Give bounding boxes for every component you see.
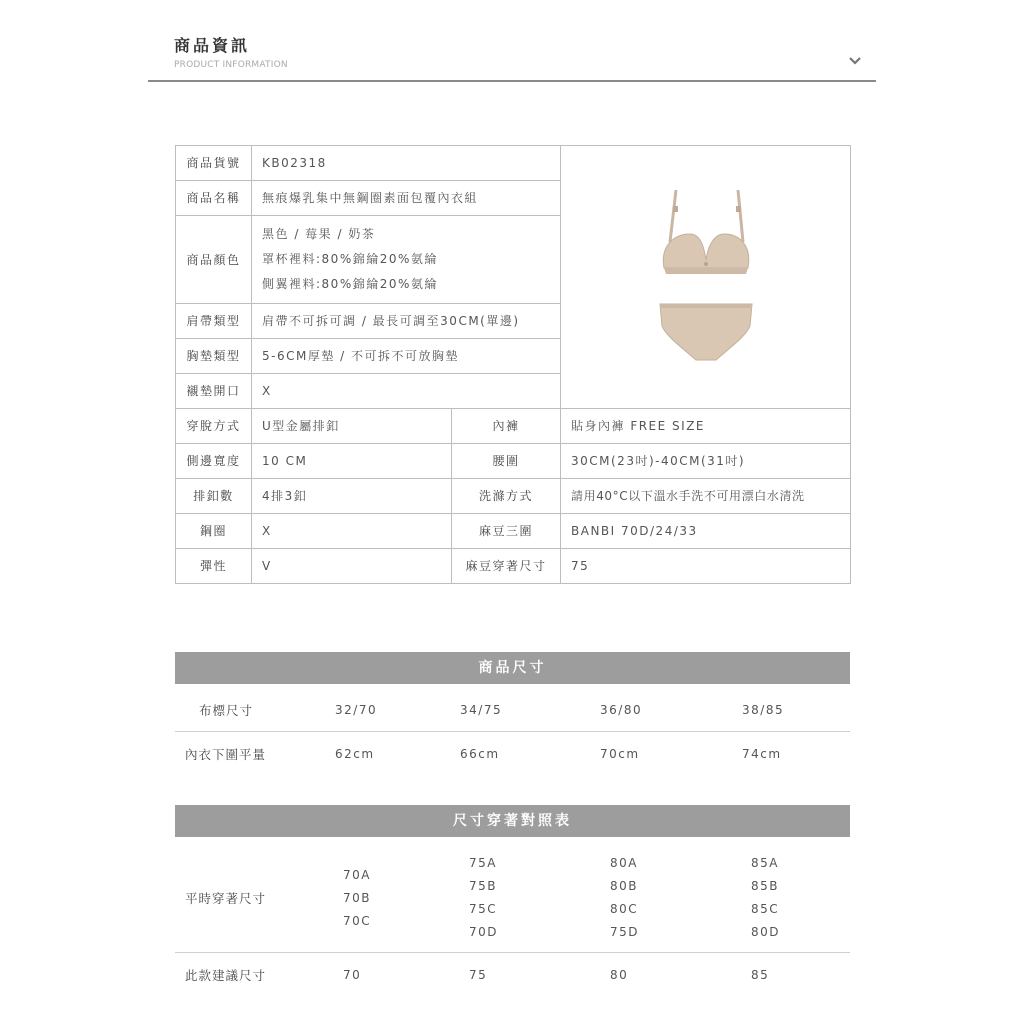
usual-size: 70C: [343, 913, 372, 928]
section-subtitle: PRODUCT INFORMATION: [174, 60, 288, 70]
elastic-label: 彈性: [176, 549, 252, 584]
waist-label: 腰圍: [452, 444, 561, 479]
wear-value: U型金屬排釦: [252, 409, 452, 444]
strap-value: 肩帶不可拆可調 / 最長可調至30CM(單邊): [252, 304, 561, 339]
product-image: [646, 176, 766, 376]
hooks-label: 排釦數: [176, 479, 252, 514]
panty-label: 內褲: [452, 409, 561, 444]
underbust-value: 66cm: [460, 747, 500, 762]
usual-size-label: 平時穿著尺寸: [175, 845, 343, 952]
color-label: 商品顏色: [176, 216, 252, 304]
wing-material: 側翼裡料:80%錦綸20%氨綸: [262, 277, 438, 291]
usual-size: 80D: [751, 925, 781, 940]
side-value: 10 CM: [252, 444, 452, 479]
model-label: 麻豆三圍: [452, 514, 561, 549]
section-title: 商品資訊: [174, 36, 251, 55]
usual-size: 75A: [469, 856, 497, 871]
wash-value: 請用40°C以下溫水手洗不可用漂白水清洗: [561, 479, 851, 514]
tag-size: 34/75: [460, 689, 600, 731]
underbust-value: 74cm: [742, 747, 782, 762]
tag-size: 36/80: [600, 689, 742, 731]
model-value: BANBI 70D/24/33: [561, 514, 851, 549]
pad-value: 5-6CM厚墊 / 不可拆不可放胸墊: [252, 339, 561, 374]
waist-value: 30CM(23吋)-40CM(31吋): [561, 444, 851, 479]
item-no-label: 商品貨號: [176, 146, 252, 181]
underbust-value: 62cm: [335, 747, 375, 762]
wire-value: X: [252, 514, 452, 549]
usual-size: 85B: [751, 879, 780, 894]
panty-value: 貼身內褲 FREE SIZE: [561, 409, 851, 444]
tag-size: 38/85: [742, 689, 850, 731]
chevron-down-icon[interactable]: [848, 54, 862, 68]
usual-size-cell: [469, 845, 610, 952]
usual-size: 80C: [610, 902, 639, 917]
usual-size-cell: [610, 845, 751, 952]
strap-label: 肩帶類型: [176, 304, 252, 339]
wash-label: 洗滌方式: [452, 479, 561, 514]
section-header[interactable]: [148, 30, 876, 82]
usual-size: 80B: [610, 879, 639, 894]
elastic-value: V: [252, 549, 452, 584]
item-no-value: KB02318: [252, 146, 561, 181]
usual-size-cell: [751, 845, 850, 952]
product-size-table: [175, 689, 850, 777]
name-label: 商品名稱: [176, 181, 252, 216]
wire-label: 鋼圈: [176, 514, 252, 549]
suggest-size: 85: [751, 968, 770, 983]
suggest-size: 80: [610, 968, 629, 983]
tag-size-label: 布標尺寸: [175, 689, 335, 731]
usual-size: 70A: [343, 867, 371, 882]
wear-label: 穿脫方式: [176, 409, 252, 444]
name-value: 無痕爆乳集中無鋼圈素面包覆內衣組: [252, 181, 561, 216]
opening-label: 襯墊開口: [176, 374, 252, 409]
usual-size-cell: [343, 845, 469, 952]
product-image-cell: [561, 146, 851, 409]
usual-size: 75C: [469, 902, 498, 917]
tag-size: 32/70: [335, 689, 460, 731]
usual-size: 85C: [751, 902, 780, 917]
usual-size: 80A: [610, 856, 638, 871]
usual-size: 75B: [469, 879, 498, 894]
color-value: [252, 216, 561, 304]
model-size-label: 麻豆穿著尺寸: [452, 549, 561, 584]
hooks-value: 4排3釦: [252, 479, 452, 514]
cup-material: 罩杯裡料:80%錦綸20%氨綸: [262, 252, 438, 266]
underbust-value: 70cm: [600, 747, 640, 762]
usual-size: 85A: [751, 856, 779, 871]
underbust-label: 內衣下圍平量: [185, 747, 267, 763]
opening-value: X: [252, 374, 561, 409]
product-info-table: [175, 145, 851, 584]
model-size-value: 75: [561, 549, 851, 584]
suggest-size-label: 此款建議尺寸: [185, 968, 267, 984]
usual-size: 75D: [610, 925, 640, 940]
usual-size: 70B: [343, 890, 372, 905]
side-label: 側邊寬度: [176, 444, 252, 479]
size-chart-table: [175, 845, 850, 998]
color-options: 黑色 / 莓果 / 奶茶: [262, 227, 376, 241]
pad-label: 胸墊類型: [176, 339, 252, 374]
suggest-size: 75: [469, 968, 488, 983]
suggest-size: 70: [343, 968, 362, 983]
size-chart-bar: 尺寸穿著對照表: [175, 805, 850, 837]
usual-size: 70D: [469, 925, 499, 940]
product-size-bar: 商品尺寸: [175, 652, 850, 684]
